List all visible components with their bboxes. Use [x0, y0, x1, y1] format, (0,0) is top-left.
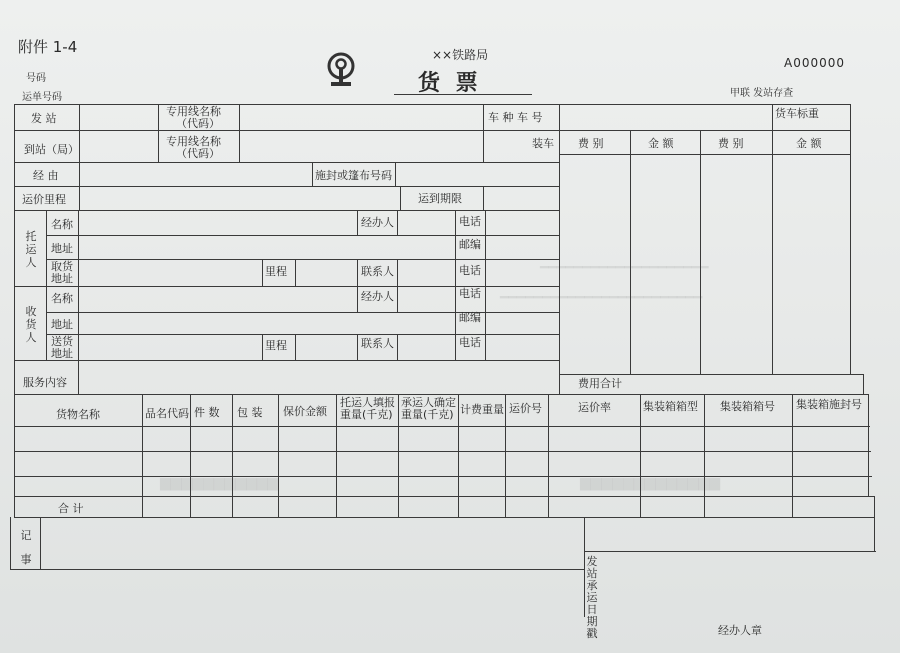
- grid-line: [262, 259, 263, 286]
- grid-line: [559, 154, 850, 155]
- grid-line: [485, 210, 486, 286]
- grid-line: [40, 517, 41, 569]
- document-title: 货 票: [418, 71, 482, 96]
- siding-code-label: （代码）: [176, 147, 220, 160]
- grid-line: [868, 394, 869, 496]
- shipper-phone2-label: 电话: [459, 264, 481, 277]
- goods-header-rate: 运价率: [578, 401, 611, 414]
- to-station-label: 到站（局）: [24, 143, 79, 156]
- grid-line: [46, 210, 47, 360]
- goods-header-name: 货物名称: [56, 408, 100, 421]
- shipper-address-label: 地址: [51, 242, 73, 255]
- consignee-contact-label: 联系人: [361, 337, 394, 350]
- consignee-phone2-label: 电话: [459, 336, 481, 349]
- car-mark-weight-label: 货车标重: [775, 107, 819, 120]
- grid-line: [79, 104, 80, 162]
- grid-line: [772, 104, 773, 374]
- shipper-phone-label: 电话: [459, 215, 481, 228]
- grid-line: [158, 104, 159, 162]
- grid-line: [295, 259, 296, 286]
- grid-line: [190, 394, 191, 517]
- goods-header-container-seal: 集装箱施封号: [796, 398, 862, 411]
- grid-line: [455, 286, 456, 360]
- waybill-number-label: 运单号码: [22, 92, 62, 103]
- grid-line: [14, 130, 850, 131]
- goods-header-shipper-weight: 托运人填报重量(千克): [340, 396, 395, 421]
- consignee-name-label: 名称: [51, 292, 73, 305]
- grid-line: [874, 496, 875, 551]
- consignee-group-label: 收货人: [25, 305, 37, 344]
- grid-line: [262, 334, 263, 360]
- serial-number: A000000: [784, 56, 846, 70]
- grid-line: [14, 360, 559, 361]
- grid-line: [46, 259, 559, 260]
- consignee-address-label: 地址: [51, 318, 73, 331]
- grid-line: [584, 551, 876, 552]
- goods-header-count: 件 数: [194, 406, 220, 419]
- title-underline: [394, 94, 532, 95]
- service-content-label: 服务内容: [23, 376, 67, 389]
- grid-line: [397, 210, 398, 235]
- grid-line: [232, 394, 233, 517]
- grid-line: [357, 286, 358, 312]
- shipper-contact-label: 联系人: [361, 265, 394, 278]
- grid-line: [850, 104, 851, 374]
- consignee-postcode-label: 邮编: [459, 311, 481, 324]
- shipper-handler-label: 经办人: [361, 216, 394, 229]
- grid-line: [640, 394, 641, 517]
- grid-line: [630, 130, 631, 374]
- siding-code-label: （代码）: [176, 117, 220, 130]
- seal-number-label: 施封或篷布号码: [315, 169, 392, 182]
- fee-total-label: 费用合计: [578, 377, 622, 390]
- bleed-through-text: ▆▆▆▆▆▆▆▆▆▆▆▆▆: [580, 475, 720, 491]
- mileage-label: 运价里程: [22, 193, 66, 206]
- grid-line: [239, 104, 240, 162]
- grid-line: [312, 162, 313, 186]
- grid-line: [46, 235, 559, 236]
- grid-line: [400, 186, 401, 210]
- grid-line: [278, 394, 279, 517]
- from-station-label: 发 站: [31, 112, 57, 125]
- grid-line: [505, 394, 506, 517]
- grid-line: [584, 517, 585, 617]
- grid-line: [559, 104, 560, 394]
- grid-line: [395, 162, 396, 186]
- goods-header-packing: 包 装: [237, 406, 263, 419]
- route-label: 经 由: [33, 169, 59, 182]
- attachment-label: 附件 1-4: [18, 38, 78, 56]
- grid-line: [700, 130, 701, 374]
- bleed-through-text: ━━━━━━━━━━━━━━━━━━━━━━━━: [500, 290, 703, 306]
- shipper-name-label: 名称: [51, 218, 73, 231]
- siding-name-label: 专用线名称: [166, 135, 221, 148]
- handler-seal-label: 经办人章: [718, 624, 762, 637]
- bleed-through-text: ━━━━━━━━━━━━━━━━━━━━: [540, 260, 709, 276]
- consignee-distance-label: 里程: [265, 339, 287, 352]
- grid-line: [357, 259, 358, 286]
- copy-designation: 甲联 发站存查: [730, 88, 794, 99]
- grid-line: [336, 394, 337, 517]
- goods-header-billing-weight: 计费重量: [460, 403, 504, 416]
- grid-line: [357, 210, 358, 235]
- grid-line: [559, 374, 863, 375]
- grid-line: [397, 286, 398, 312]
- goods-total-label: 合 计: [58, 502, 84, 515]
- grid-line: [455, 210, 456, 286]
- grid-line: [559, 104, 850, 105]
- grid-line: [46, 312, 559, 313]
- grid-line: [398, 394, 399, 517]
- shipper-group-label: 托运人: [25, 230, 37, 269]
- goods-header-rate-no: 运价号: [509, 402, 542, 415]
- fee-type-header: 费 别: [578, 137, 604, 150]
- amount-header: 金 额: [648, 137, 674, 150]
- grid-line: [14, 517, 874, 518]
- grid-line: [792, 394, 793, 517]
- grid-line: [14, 104, 15, 517]
- grid-line: [357, 334, 358, 360]
- grid-line: [46, 334, 559, 335]
- goods-header-container-type: 集装箱箱型: [643, 400, 698, 413]
- consignee-handler-label: 经办人: [361, 290, 394, 303]
- date-stamp-label: 发站承运日期戳: [586, 555, 598, 640]
- bleed-through-text: ▆▆▆▆▆▆▆▆▆▆▆: [160, 475, 279, 491]
- goods-header-container-no: 集装箱箱号: [720, 400, 775, 413]
- grid-line: [295, 334, 296, 360]
- loading-label: 装车: [532, 137, 554, 150]
- consignee-phone-label: 电话: [459, 287, 481, 300]
- grid-line: [78, 210, 79, 394]
- grid-line: [548, 394, 549, 517]
- grid-line: [704, 394, 705, 517]
- consignee-delivery-address-label: 送货地址: [51, 335, 73, 360]
- railway-logo-icon: [326, 52, 356, 90]
- grid-line: [10, 517, 11, 569]
- goods-header-code: 品名代码: [145, 407, 189, 420]
- grid-line: [483, 104, 484, 162]
- shipper-distance-label: 里程: [265, 265, 287, 278]
- number-label: 号码: [26, 73, 46, 84]
- shipper-postcode-label: 邮编: [459, 238, 481, 251]
- grid-line: [397, 334, 398, 360]
- railway-bureau: ××铁路局: [432, 48, 489, 62]
- grid-line: [79, 162, 80, 210]
- goods-header-insured: 保价金额: [283, 405, 327, 418]
- grid-line: [397, 259, 398, 286]
- grid-line: [142, 394, 143, 517]
- grid-line: [483, 186, 484, 210]
- remarks-label: 记事: [20, 529, 32, 566]
- grid-line: [14, 162, 559, 163]
- amount-header: 金 额: [796, 137, 822, 150]
- goods-header-carrier-weight: 承运人确定重量(千克): [401, 396, 456, 421]
- car-type-number-label: 车 种 车 号: [488, 111, 543, 124]
- grid-line: [14, 210, 559, 211]
- siding-name-label: 专用线名称: [166, 105, 221, 118]
- grid-line: [10, 569, 584, 570]
- arrival-limit-label: 运到期限: [418, 192, 462, 205]
- grid-line: [14, 496, 874, 497]
- grid-line: [485, 286, 486, 360]
- grid-line: [863, 374, 864, 394]
- shipper-pickup-address-label: 取货地址: [51, 260, 73, 285]
- fee-type-header: 费 别: [718, 137, 744, 150]
- grid-line: [14, 186, 559, 187]
